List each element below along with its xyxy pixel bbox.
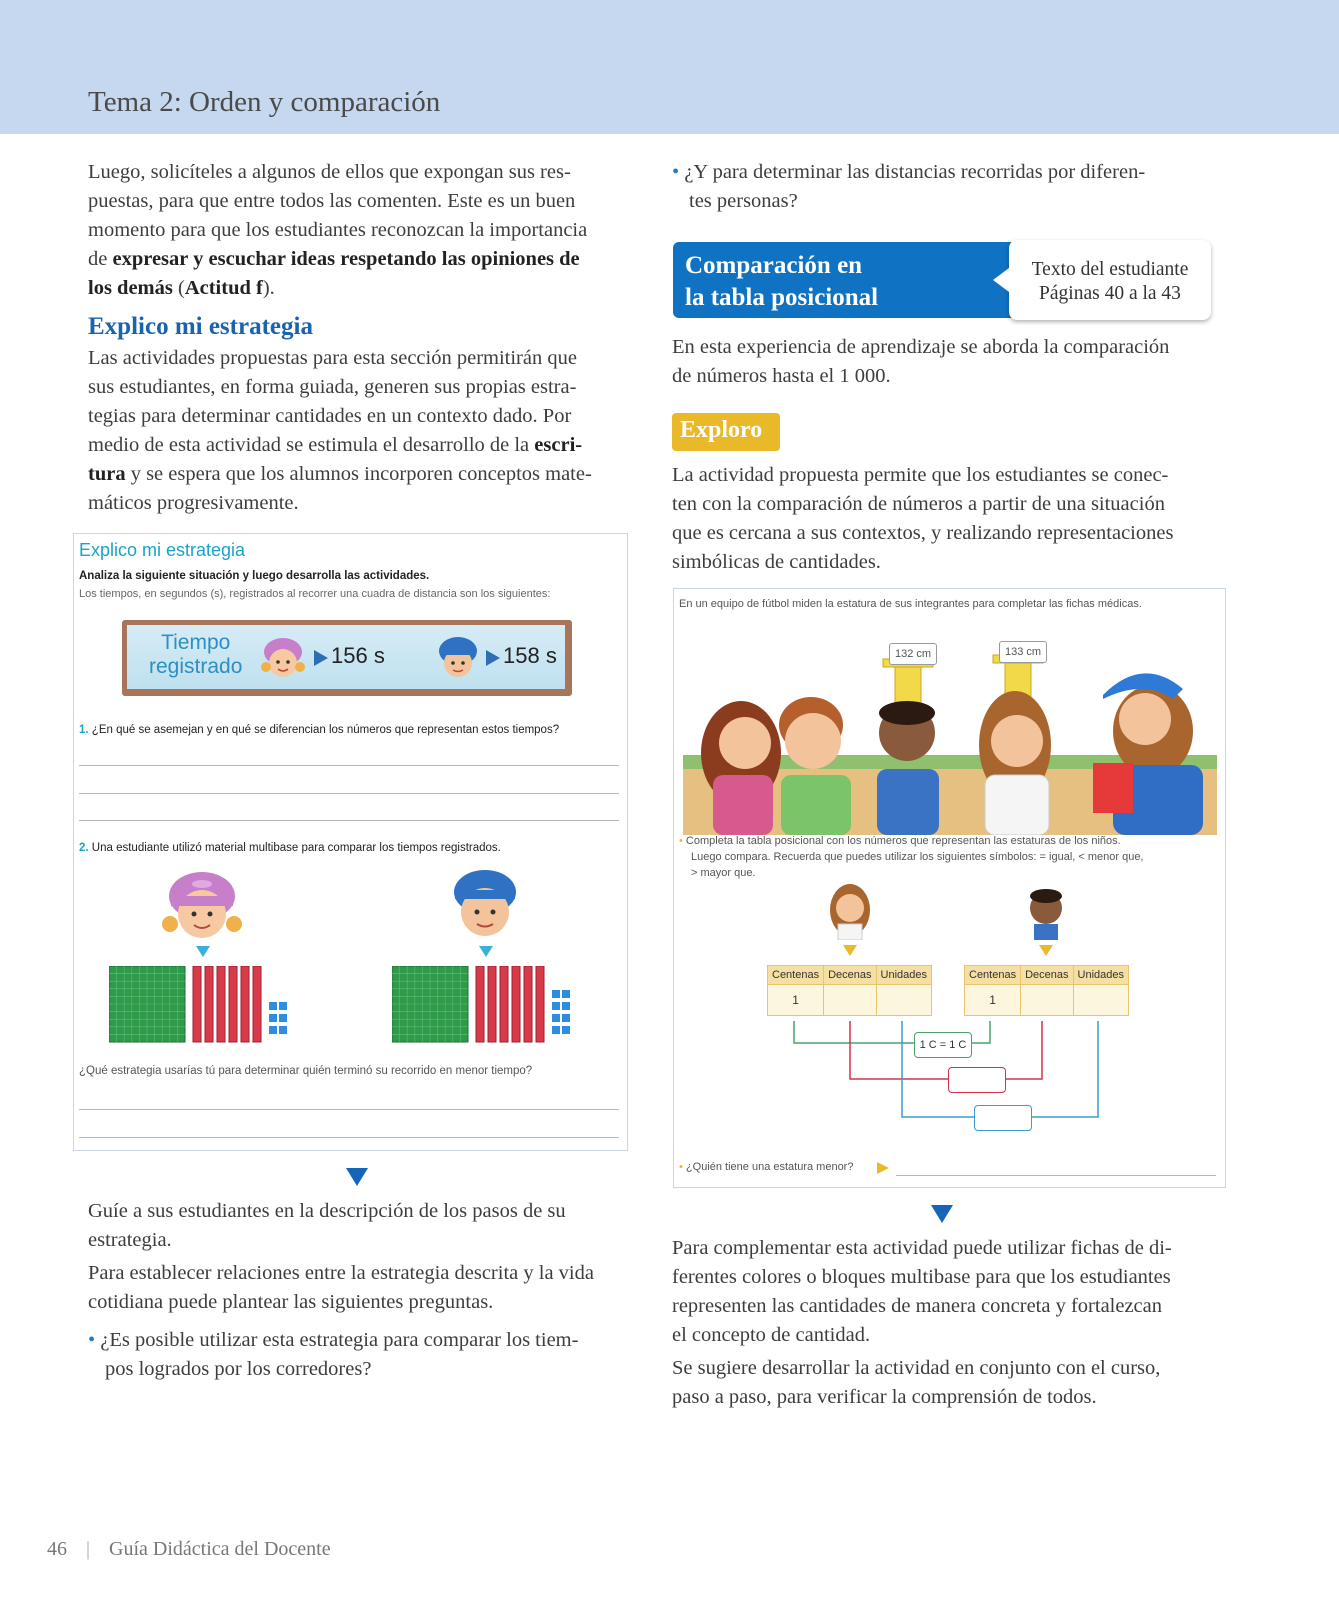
down-triangle-icon	[479, 946, 493, 957]
section-tab	[673, 242, 1018, 318]
book-title: Guía Didáctica del Docente	[109, 1538, 331, 1560]
down-triangle-icon	[931, 1205, 953, 1223]
boy-face-icon	[435, 635, 481, 683]
answer-line[interactable]	[79, 793, 619, 794]
height-tag: 133 cm	[999, 641, 1047, 663]
exploro-badge	[672, 413, 780, 451]
multibase-blocks-girl	[109, 966, 299, 1044]
panel-instruction: Analiza la siguiente situación y luego desarrolla las actividades.	[79, 570, 430, 582]
intro-paragraph: Luego, solicíteles a algunos de ellos que expongan sus res- puestas, para que entre todos las comenten. Este es un buen momento para que los estudiantes reconozcan la importancia de expresar y escuchar ideas respetando las opiniones de los demás (Actitud f).	[88, 161, 588, 299]
right-top-bullet: • ¿Y para determinar las distancias recorridas por diferen- tes personas?	[672, 161, 1146, 212]
reference-text: Texto del estudiante Páginas 40 a la 43	[1031, 259, 1189, 304]
girl-time: 156 s	[331, 643, 385, 668]
footer-separator: |	[86, 1538, 91, 1560]
play-triangle-icon	[876, 1161, 890, 1175]
bullet-icon: •	[679, 835, 683, 847]
table-header: Decenas	[824, 966, 876, 985]
bullet-icon: •	[88, 1329, 96, 1351]
panel-title: Explico mi estrategia	[79, 540, 246, 560]
question-1: 1. ¿En qué se asemejan y en qué se diferencian los números que representan estos tiempos?	[79, 724, 560, 736]
table-cell[interactable]	[876, 985, 931, 1016]
left-bullet: • ¿Es posible utilizar esta estrategia para comparar los tiem- pos logrados por los corredores?	[88, 1329, 579, 1380]
table-header: Unidades	[876, 966, 931, 985]
answer-line[interactable]	[79, 1109, 619, 1110]
question-3: ¿Qué estrategia usarías tú para determinar quién terminó su recorrido en menor tiempo?	[79, 1065, 533, 1077]
table-header: Decenas	[1021, 966, 1073, 985]
right-after-paragraph: Para complementar esta actividad puede utilizar fichas de di- ferentes colores o bloques multibase para que los estudiantes representen las cantidades de manera concreta y fortalezcan el concepto de cantidad. Se sugiere desarrollar la actividad en conjunto con el curso, paso a paso, para verificar la comprensión de todos.	[672, 1237, 1172, 1408]
time-banner	[122, 620, 572, 696]
answer-line[interactable]	[79, 765, 619, 766]
table-header: Unidades	[1073, 966, 1128, 985]
reference-box	[1009, 240, 1211, 320]
down-triangle-icon	[346, 1168, 368, 1186]
table-cell[interactable]: 1	[965, 985, 1021, 1016]
section-heading-explico: Explico mi estrategia	[88, 313, 313, 340]
boy-face-icon	[450, 868, 520, 940]
down-triangle-icon	[196, 946, 210, 957]
table-header: Centenas	[965, 966, 1021, 985]
exploro-paragraph: La actividad propuesta permite que los estudiantes se conec- ten con la comparación de números a partir de una situación que es cercana a sus contextos, y realizando representaciones simbólicas de cantidades.	[672, 464, 1174, 573]
table-cell[interactable]	[1021, 985, 1073, 1016]
play-triangle-icon	[313, 649, 329, 667]
place-value-table-girl	[767, 965, 932, 1016]
exploro-panel	[673, 588, 1226, 1188]
height-tag: 132 cm	[889, 643, 937, 665]
answer-line[interactable]	[896, 1175, 1216, 1176]
place-value-table-boy	[964, 965, 1129, 1016]
pointer-icon	[993, 268, 1009, 292]
question-2: 2. Una estudiante utilizó material multibase para comparar los tiempos registrados.	[79, 842, 501, 854]
multibase-blocks-boy	[392, 966, 582, 1044]
time-banner-inner	[127, 625, 565, 689]
girl-face-icon	[826, 882, 874, 940]
answer-line[interactable]	[79, 820, 619, 821]
answer-line[interactable]	[79, 1137, 619, 1138]
down-triangle-icon	[843, 945, 857, 956]
section-tab-title: Comparación en la tabla posicional	[685, 252, 879, 311]
explico-panel	[73, 533, 628, 1151]
girl-face-icon	[257, 635, 309, 683]
final-question: • ¿Quién tiene una estatura menor?	[679, 1161, 854, 1173]
down-triangle-icon	[1039, 945, 1053, 956]
page-title: Tema 2: Orden y comparación	[88, 86, 441, 118]
banner-label: Tiempo registrado	[149, 631, 243, 678]
bullet-icon: •	[672, 161, 680, 183]
page-number: 46	[47, 1538, 67, 1560]
table-cell[interactable]	[824, 985, 876, 1016]
football-team-illustration	[683, 635, 1217, 835]
comparison-box-centenas: 1 C = 1 C	[914, 1032, 972, 1058]
explico-paragraph: Las actividades propuestas para esta sección permitirán que sus estudiantes, en forma guiada, generen sus propias estra- tegias para determinar cantidades en un contexto dado. Por medio de esta actividad se estimula el desarrollo de la escri- tura y se espera que los alumnos incorporen conceptos mate- máticos progresivamente.	[88, 347, 592, 514]
play-triangle-icon	[485, 649, 501, 667]
table-cell[interactable]	[1073, 985, 1128, 1016]
panel-context: En un equipo de fútbol miden la estatura de sus integrantes para completar las fichas médicas.	[679, 598, 1142, 610]
right-intro: En esta experiencia de aprendizaje se aborda la comparación de números hasta el 1 000.	[672, 336, 1170, 387]
table-cell[interactable]: 1	[768, 985, 824, 1016]
boy-time: 158 s	[503, 643, 557, 668]
panel-context: Los tiempos, en segundos (s), registrados al recorrer una cuadra de distancia son los siguientes:	[79, 588, 551, 600]
left-after-paragraph: Guíe a sus estudiantes en la descripción de los pasos de su estrategia. Para establecer relaciones entre la estrategia descrita y la vida cotidiana puede plantear las siguientes preguntas.	[88, 1200, 594, 1313]
comparison-box-unidades[interactable]	[974, 1105, 1032, 1131]
comparison-box-decenas[interactable]	[948, 1067, 1006, 1093]
table-instruction: • Completa la tabla posicional con los números que representan las estaturas de los niños. Luego compara. Recuerda que puedes utilizar los siguientes símbolos: = igual, < menor que, > mayor que.	[679, 835, 1144, 879]
girl-face-icon	[159, 870, 245, 940]
table-header: Centenas	[768, 966, 824, 985]
page-footer	[47, 1538, 331, 1561]
boy-face-icon	[1022, 886, 1070, 940]
bullet-icon: •	[679, 1161, 683, 1173]
exploro-label: Exploro	[680, 417, 763, 443]
